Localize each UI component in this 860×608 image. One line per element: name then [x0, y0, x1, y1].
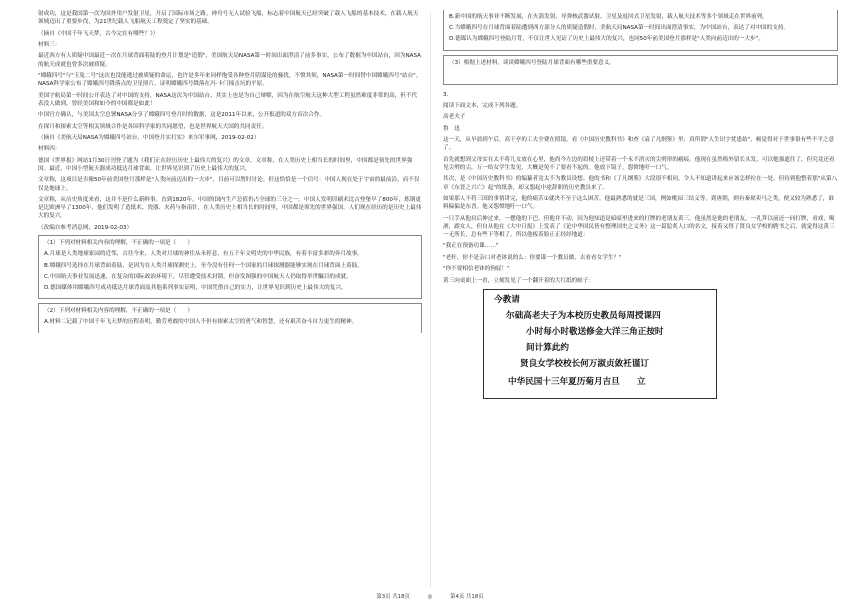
poster-line: 间计算此约	[526, 342, 569, 353]
right-column	[443, 10, 838, 399]
paragraph: 中国官方确认，与美国太空总署NASA分享了嫦娥四号登月时的数据，这是2011年以来，公开报道的双方首次合作。	[38, 112, 326, 119]
poster-line: 尔础高老夫子为本校历史教员每周授课四	[506, 310, 661, 321]
paragraph: 射成功，这是我国第一次为国外用户发射卫星，开启了国际市场之路。神舟号无人试验飞船，标志着中国航天已经突破了载人飞船的基本技术，在载人航天领域迈出了重要步伐，为21世纪载人飞船航天工程奠定了坚实的基础。	[38, 11, 419, 26]
column-divider	[430, 12, 431, 587]
story-author: 鲁 迅	[443, 125, 460, 132]
left-page-number: 第3页 共18页	[376, 594, 410, 600]
paragraph: 在探月和探索太空等相关领域合作是各国科学家的共同愿望，也是世界航天大国的共同责任。	[38, 123, 268, 130]
story-paragraph: 其次，是《中国历史教科书》的编纂者竟太不为教员设想。他的书和《了凡纲鉴》大段很不相同，令人不知道讲起来应该怎样拉在一处。但待到他整着那"从第八章《东晋之兴亡》起"的纸条，却又怨起中途辞职的历史教员来了。	[443, 176, 838, 191]
option-d[interactable]: D.德国媒体用嫦娥四号成功抵达月球背面及其他系列事实证明，中国凭借自己的实力，让世界见识到历史上最伟大的复兴。	[44, 284, 347, 291]
story-paragraph: 如果那人不将三国的事情讲完，他的痛苦①就决不至于这么困苦。他最熟悉的就是三国，例如桃园三结义等。到唐朝，则有秦琼卖马之类，便又较为熟悉了，谁料偏偏是东晋。他又怨愤地吁一口气。	[443, 195, 834, 211]
page-footer	[0, 592, 860, 600]
source-note: （摘自《美航天局NASA为嫦娥四号站台，中国登月实打实》来尔军事网，2019-02-02）	[38, 134, 260, 141]
source-note: （改编自参考消息网，2019-02-03）	[38, 224, 133, 231]
source-note: （摘自《中国千年飞天梦，古今完在有哪些？》）	[38, 30, 159, 37]
paragraph: 最近西方有人质疑中国最近一次在月球背面着陆的登月计划是"造假"，美国航天局NASA第一时间出面澄清了前多事实，公布了数据为中国站台，因为NASA的航天成就也曾多次被质疑。	[38, 53, 421, 68]
question-2-options-box	[443, 10, 838, 51]
option-b[interactable]: B.嫦娥四号选择在月球背面着陆，是因为在人类月球探测史上，至今没有任何一个国家的月球探测器能够实现在月球背面上着陆。	[44, 262, 363, 269]
paragraph: 德国《世界报》网站1月30日刊登了题为《我们正在经历历史上最伟大的复兴》的文章。文章称，在人类历史上相当长的时间里，中国都是领先的世界强国。最近，中国小型航天器成功抵达月球背面，让世界见识到了历史上最伟大的复兴。	[38, 157, 413, 172]
dialogue-line: "我正在预备功课……"	[443, 243, 499, 250]
story-title: 高老夫子	[443, 114, 466, 121]
option-b[interactable]: B.新中国的航天事业不断发展，在火箭发射、导弹核武器试射、卫星及返回式卫星发射，载人航天技术等多个领域走在世界前列。	[449, 14, 768, 20]
material-heading: 材料四：	[38, 146, 61, 153]
option-c[interactable]: C.当嫦娥四号在月球背面着陆遭到西方部分人的质疑造假时，美航天局NASA第一时间出面澄清事实，为中国站台，表达了对中国的支持。	[449, 25, 790, 32]
question-stem: （2）下列对材料相关内容的理解，不正确的一项是（ ）	[44, 308, 193, 315]
poster-line: 中华民国十三年夏历菊月吉旦 立	[508, 376, 646, 387]
paragraph: 文章称，从历史角度来看，这并不是什么新鲜事。直到1820年，中国的国内生产总值仍占全球的三分之一。中国人发明印刷术比古登堡早了800年，炼钢更是比欧洲早了1300年，他们发明了造纸术、瓷器、火药与指南针，在人类历史上相当长的时间里，中国都是领先的世界强国。人们现在经历的是历史上最伟大的复兴。	[38, 196, 422, 220]
paragraph: 美国宇航局第一时间公开表达了对中国的支持，NASA这次为中国站台，其实上也是为自己辩解，因为在航空航天这种大型工程虽然难度非常的高，但不代表没人做到，曾经美国和如今的中国都是如此！	[38, 92, 418, 107]
instruction: 阅读下面文本，完成下列各题。	[443, 103, 522, 109]
section-number: 3.	[443, 91, 449, 98]
question-3-box	[443, 55, 838, 85]
story-paragraph: 首先就想到父母实在太不将儿女放在心里，他尚今左边的眉棱上还带着一个永不消灭的尖劈形的瘢痕。他现在虽然格外留长头发，可以勉强遮住了，但究竟还看见尖劈的尖，万一给女学生发见，大概是免不了要看不起的。他放下镜子，怨愤地吁一口气。	[443, 156, 835, 171]
invitation-poster	[483, 289, 717, 399]
story-paragraph: 一只手从他肩后伸过来，一摆他的下巴。但他并不动，因为他知道是暗暗里进来的打牌的老朋友黄三。他虽然是他的老朋友，一礼拜以前还一同打牌，看戏，喝酒，跟女人，但自从他在《大中日报》上发表了《论中华国民皆有整理国史之义务》这一篇脍炙人口的名文，接着又得了贤良女学校的聘书之后，就觉得这黄三一无所长，总有些下等相了。所以他板着脸正正经经地道：	[443, 215, 835, 238]
right-page-number: 第4页 共18页	[450, 594, 484, 600]
question-2-box	[38, 303, 422, 332]
paragraph: "嫦娥四号"与"玉兔二号"这次也没能逃过被质疑的命运，也许是多年来同样饱受各种登月阴谋论的骚扰，不愤其烦，NASA第一时间替中国嫦娥四号"站台"。NASA科学家公布了嫦娥四号降落点的卫星照片，证明嫦娥四号降落在冯·卡门撞击坑的平原。	[38, 72, 422, 88]
left-column	[38, 10, 422, 337]
material-heading: 材料三：	[38, 41, 61, 48]
question-1-box	[38, 235, 422, 299]
option-a[interactable]: A.材料二记载了中国千年飞天梦的历程表明，勤劳勇敢的中国人不但有探索太空的勇气和智慧，还有艰苦奋斗自力更生的精神。	[44, 319, 358, 326]
paragraph: 文章称，这项目是否像50年前美国登月那样是"人类向前迈出的一大步"，目前可以暂时讨论。但这恰恰是一个信号：中国人现在处于宇宙的最前沿，而不仅仅是地球上。	[38, 177, 420, 192]
dialogue-line: "老杆，你不是亲口对老钵说的么：你要谋一个教员做，去看看女学生？"	[443, 254, 622, 261]
page-separator: ◎	[427, 594, 433, 600]
story-paragraph: 这一天，从早晨到午后，高干亭的工夫全费在照镜，看《中国历史教科书》和查《袁了凡纲鉴》里；真所谓"人生识字忧患始"，顿觉得对于世事很有些不平之意了。	[443, 137, 835, 152]
option-d[interactable]: D.德媒认为嫦娥四号登陆月背，不仅让世人见证了历史上最伟大的复兴，也同50年前美国登月那样是"人类向前迈出的一大步"。	[449, 36, 764, 43]
story-paragraph: 黄三向桌面上一看，立刻发见了一个翻开着的大红纸的帖子：	[443, 277, 595, 284]
dialogue-line: "你不要相信老钵的狗屁！"	[443, 266, 510, 273]
option-a[interactable]: A.月球是人类地球家园的近邻，古往今来，人类对月球的神往从未停息，有五千年文明史的中华民族，有着丰富多彩的奔月故事。	[44, 251, 363, 258]
poster-line: 小时每小时敬送修金大洋三角正按时	[526, 326, 664, 337]
poster-line: 贤良女学校校长何万淑贞敛衽谨订	[520, 358, 649, 369]
poster-line: 今教请	[494, 294, 520, 305]
question-3-stem: （3）根据上述材料，谈谈嫦娥四号登陆月球背面有哪些重要意义。	[449, 59, 615, 66]
option-c[interactable]: C.中国航天事业发展迅速，在复杂的国际政治环境下，尽管遭受技术封锁，但奋发图强的中国航天人仍取得举世瞩目的成就。	[44, 273, 352, 280]
question-stem: （1）下列对材料相关内容的理解，不正确的一项是（ ）	[44, 240, 193, 247]
